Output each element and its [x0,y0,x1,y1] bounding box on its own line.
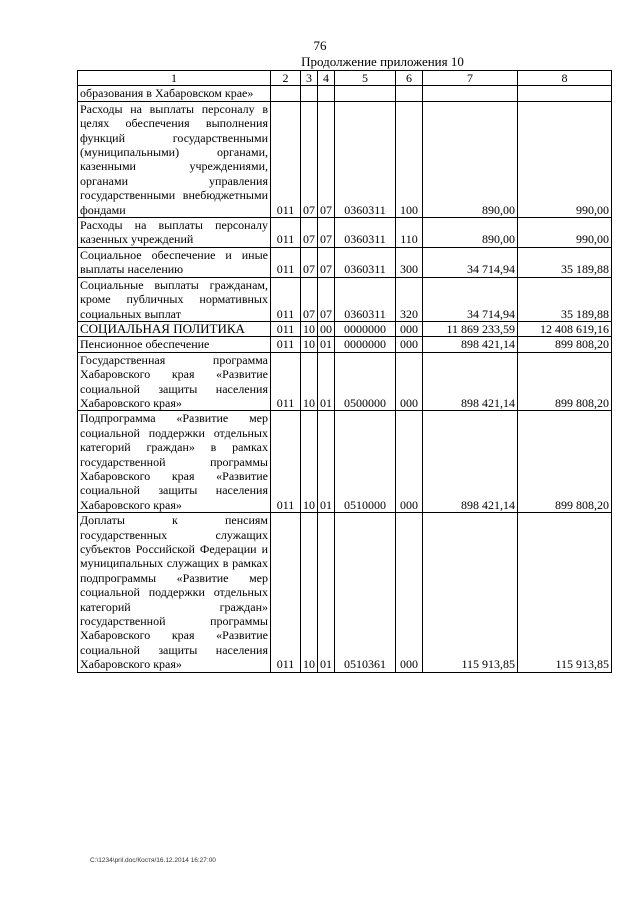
cell-ministry: 011 [271,247,301,277]
cell-amount-1: 11 869 233,59 [423,321,518,336]
budget-table [77,70,612,673]
header-cell: 3 [301,71,318,86]
cell-section: 10 [301,513,318,672]
table-row [78,86,612,101]
cell-amount-1: 890,00 [423,101,518,217]
table-row [78,337,612,352]
cell-subsection: 07 [318,277,335,321]
table-header-row [78,71,612,86]
cell-kind: 000 [396,352,423,411]
cell-ministry: 011 [271,337,301,352]
table-row [78,352,612,411]
header-cell: 6 [396,71,423,86]
cell-ministry: 011 [271,101,301,217]
cell-target: 0000000 [335,321,396,336]
cell-section: 07 [301,247,318,277]
table-row [78,247,612,277]
table-row [78,218,612,248]
cell-kind: 000 [396,337,423,352]
cell-target: 0360311 [335,101,396,217]
cell-section: 10 [301,411,318,513]
cell-kind: 100 [396,101,423,217]
cell-section [301,86,318,101]
table-row [78,101,612,217]
cell-target: 0360311 [335,277,396,321]
file-path-footer: C:\1234\pril.doc/Костя/16.12.2014 16:27:00 [90,857,216,864]
cell-ministry: 011 [271,513,301,672]
row-name: Расходы на выплаты персоналу казенных учреждений [78,218,271,248]
cell-target: 0500000 [335,352,396,411]
cell-amount-1: 890,00 [423,218,518,248]
cell-section: 07 [301,101,318,217]
cell-subsection: 00 [318,321,335,336]
row-name: Расходы на выплаты персоналу в целях обеспечения выполнения функций государственными (муниципальными) органами, казенными учреждениями, органами управления государственными внебюджетными фондами [78,101,271,217]
header-cell: 7 [423,71,518,86]
cell-amount-2: 899 808,20 [518,337,612,352]
cell-amount-1: 115 913,85 [423,513,518,672]
cell-target: 0360311 [335,218,396,248]
cell-amount-2: 12 408 619,16 [518,321,612,336]
row-name: Государственная программа Хабаровского края «Развитие социальной защиты населения Хабаровского края» [78,352,271,411]
row-name: Подпрограмма «Развитие мер социальной поддержки отдельных категорий граждан» в рамках государственной программы Хабаровского края «Развитие социальной защиты населения Хабаровского края» [78,411,271,513]
cell-target [335,86,396,101]
row-name: образования в Хабаровском крае» [78,86,271,101]
cell-target: 0510361 [335,513,396,672]
header-cell: 2 [271,71,301,86]
cell-amount-2: 899 808,20 [518,411,612,513]
cell-kind: 300 [396,247,423,277]
cell-section: 07 [301,218,318,248]
cell-subsection: 07 [318,247,335,277]
cell-subsection [318,86,335,101]
cell-kind: 000 [396,321,423,336]
cell-amount-2: 990,00 [518,101,612,217]
cell-section: 10 [301,352,318,411]
cell-kind: 000 [396,513,423,672]
cell-section: 10 [301,337,318,352]
cell-section: 10 [301,321,318,336]
header-cell: 8 [518,71,612,86]
cell-target: 0360311 [335,247,396,277]
table-row [78,277,612,321]
cell-subsection: 07 [318,218,335,248]
cell-target: 0000000 [335,337,396,352]
cell-kind: 000 [396,411,423,513]
cell-amount-1: 34 714,94 [423,247,518,277]
cell-subsection: 01 [318,411,335,513]
cell-ministry [271,86,301,101]
appendix-subtitle: Продолжение приложения 10 [301,54,464,69]
cell-subsection: 07 [318,101,335,217]
table-row [78,321,612,336]
row-name: Социальные выплаты гражданам, кроме публичных нормативных социальных выплат [78,277,271,321]
cell-amount-1: 898 421,14 [423,411,518,513]
row-name: Доплаты к пенсиям государственных служащих субъектов Российской Федерации и муниципальных служащих в рамках подпрограммы «Развитие мер социальной поддержки отдельных категорий граждан» государственной программы Хабаровского края «Развитие социальной защиты населения Хабаровского края» [78,513,271,672]
cell-kind: 110 [396,218,423,248]
cell-subsection: 01 [318,337,335,352]
cell-amount-2: 990,00 [518,218,612,248]
cell-ministry: 011 [271,352,301,411]
cell-subsection: 01 [318,352,335,411]
cell-amount-2: 115 913,85 [518,513,612,672]
cell-amount-1 [423,86,518,101]
cell-kind: 320 [396,277,423,321]
cell-amount-1: 898 421,14 [423,337,518,352]
cell-subsection: 01 [318,513,335,672]
cell-amount-1: 898 421,14 [423,352,518,411]
header-cell: 4 [318,71,335,86]
header-cell: 1 [78,71,271,86]
cell-ministry: 011 [271,277,301,321]
cell-target: 0510000 [335,411,396,513]
table-row [78,411,612,513]
cell-amount-1: 34 714,94 [423,277,518,321]
row-name: Социальное обеспечение и иные выплаты населению [78,247,271,277]
cell-ministry: 011 [271,411,301,513]
cell-ministry: 011 [271,321,301,336]
cell-section: 07 [301,277,318,321]
header-cell: 5 [335,71,396,86]
table-row [78,513,612,672]
cell-ministry: 011 [271,218,301,248]
row-name: СОЦИАЛЬНАЯ ПОЛИТИКА [78,321,271,336]
page-number: 76 [313,38,327,53]
cell-kind [396,86,423,101]
cell-amount-2 [518,86,612,101]
cell-amount-2: 35 189,88 [518,247,612,277]
cell-amount-2: 35 189,88 [518,277,612,321]
row-name: Пенсионное обеспечение [78,337,271,352]
cell-amount-2: 899 808,20 [518,352,612,411]
